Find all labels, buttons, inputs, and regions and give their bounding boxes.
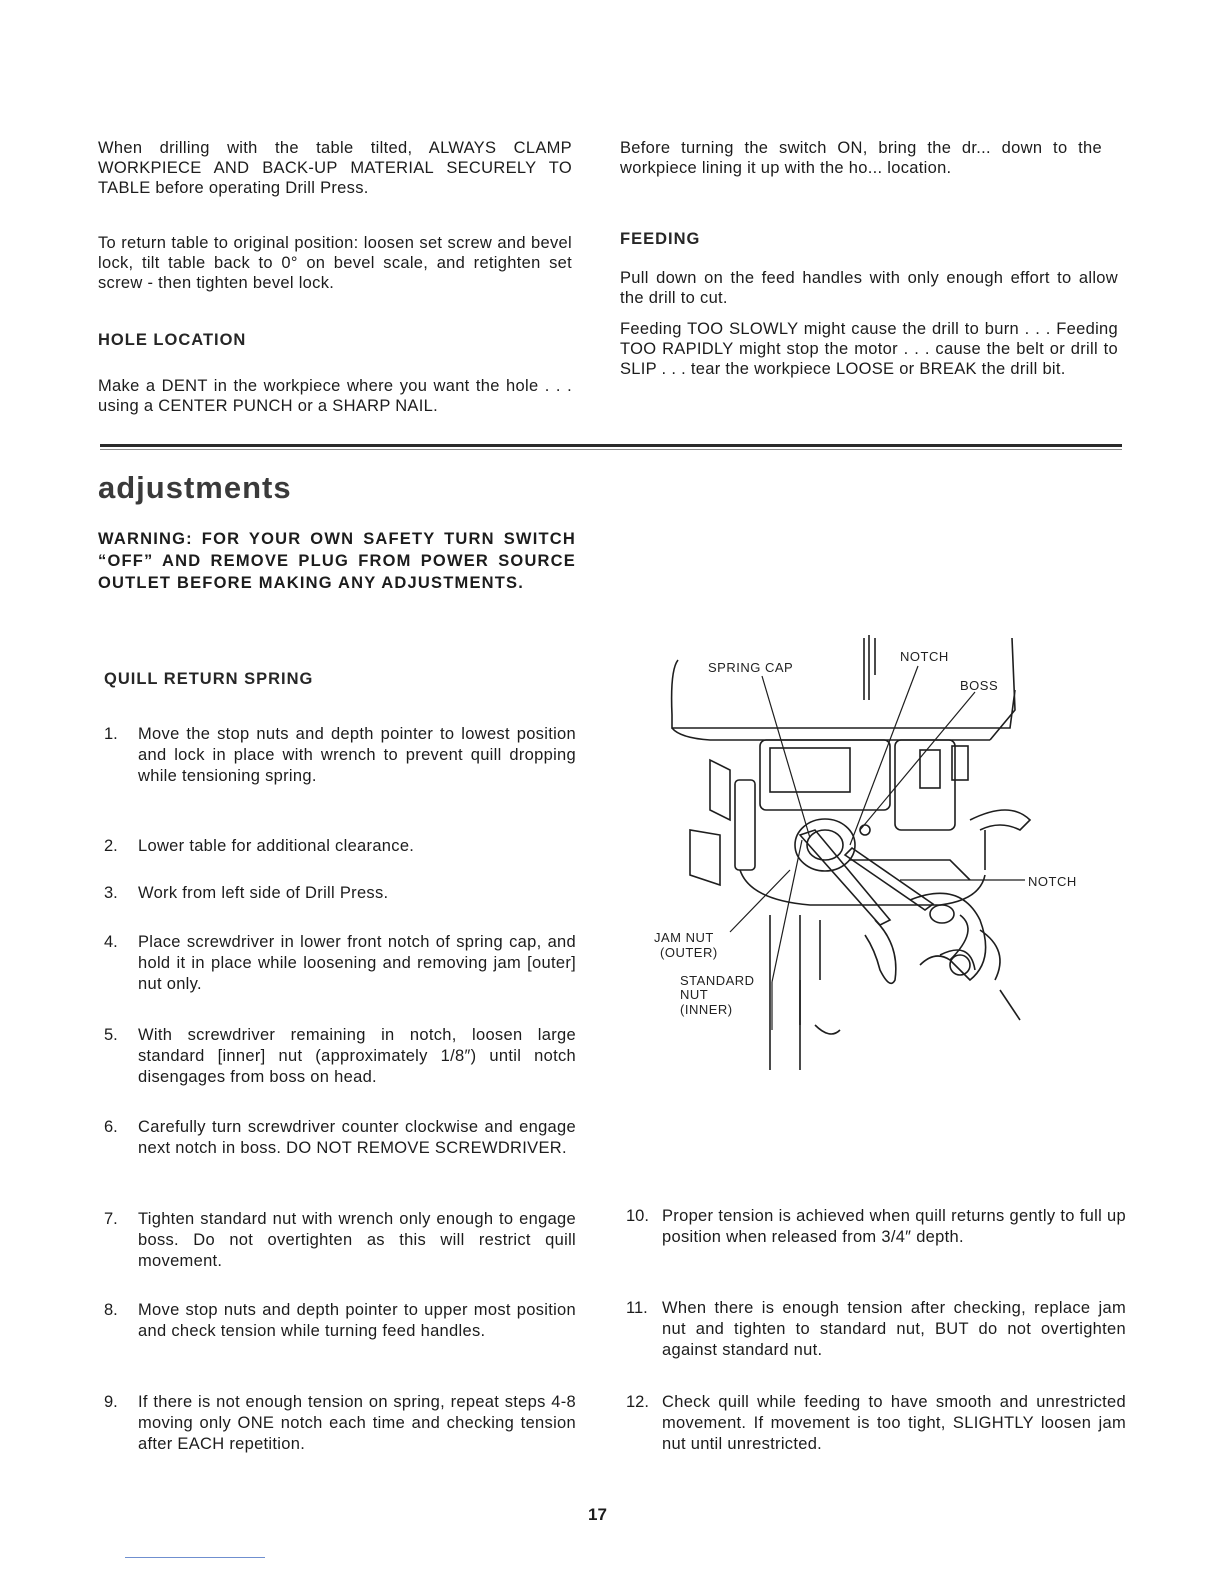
- step-number: 6.: [104, 1118, 118, 1136]
- drill-press-head-drawing: [650, 630, 1120, 1080]
- step-text: Proper tension is achieved when quill returns gently to full up position when released from 3/4″ depth.: [662, 1207, 1126, 1246]
- switch-on-paragraph: Before turning the switch ON, bring the dr... down to the workpiece lining it up with the ho... location.: [620, 139, 1102, 177]
- step-number: 11.: [626, 1299, 648, 1317]
- step-text: Place screwdriver in lower front notch of spring cap, and hold it in place while loosening and removing jam [outer] nut only.: [138, 933, 576, 993]
- step-text: When there is enough tension after checking, replace jam nut and tighten to standard nut, BUT do not overtighten against standard nut.: [662, 1299, 1126, 1359]
- step-number: 10.: [626, 1207, 649, 1225]
- quill-spring-illustration: [650, 630, 1120, 1080]
- step-number: 3.: [104, 884, 118, 902]
- step-text: Move the stop nuts and depth pointer to lowest position and lock in place with wrench to prevent quill dropping while tensioning spring.: [138, 725, 576, 785]
- return-table-paragraph: To return table to original position: loosen set screw and bevel lock, tilt table back to 0° on bevel scale, and retighten set screw - then tighten bevel lock.: [98, 234, 572, 292]
- jam-nut-label: JAM NUT: [654, 930, 714, 945]
- feeding-heading: FEEDING: [620, 230, 701, 248]
- step-number: 4.: [104, 933, 118, 951]
- section-divider-shadow: [100, 449, 1122, 450]
- jam-nut-outer-label: (OUTER): [660, 945, 718, 960]
- step-number: 8.: [104, 1301, 118, 1319]
- hole-location-heading: HOLE LOCATION: [98, 331, 247, 349]
- step-text: Move stop nuts and depth pointer to upper most position and check tension while turning feed handles.: [138, 1301, 576, 1340]
- notch-right-label: NOTCH: [1028, 874, 1077, 889]
- step-text: Work from left side of Drill Press.: [138, 884, 389, 902]
- step-number: 12.: [626, 1393, 649, 1411]
- page-number: 17: [588, 1505, 607, 1524]
- step-text: Carefully turn screwdriver counter clockwise and engage next notch in boss. DO NOT REMOVE SCREWDRIVER.: [138, 1118, 576, 1157]
- step-number: 9.: [104, 1393, 118, 1411]
- feed-handles-paragraph: Pull down on the feed handles with only enough effort to allow the drill to cut.: [620, 269, 1118, 307]
- step-text: If there is not enough tension on spring, repeat steps 4-8 moving only ONE notch each time and checking tension after EACH repetition.: [138, 1393, 576, 1453]
- feeding-speed-paragraph: Feeding TOO SLOWLY might cause the drill to burn . . . Feeding TOO RAPIDLY might stop the motor . . . cause the belt or drill to SLIP . . . tear the workpiece LOOSE or BREAK the drill bit.: [620, 320, 1118, 378]
- safety-warning: WARNING: FOR YOUR OWN SAFETY TURN SWITCH “OFF” AND REMOVE PLUG FROM POWER SOURCE OUTLET BEFORE MAKING ANY ADJUSTMENTS.: [98, 530, 576, 592]
- step-number: 7.: [104, 1210, 118, 1228]
- hole-location-paragraph: Make a DENT in the workpiece where you want the hole . . . using a CENTER PUNCH or a SHARP NAIL.: [98, 377, 572, 415]
- standard-nut-label: STANDARD: [680, 973, 755, 988]
- step-text: Lower table for additional clearance.: [138, 837, 415, 855]
- tilted-table-paragraph: When drilling with the table tilted, ALWAYS CLAMP WORKPIECE AND BACK-UP MATERIAL SECURELY TO TABLE before operating Drill Press.: [98, 139, 572, 197]
- section-divider: [100, 444, 1122, 447]
- section-title: adjustments: [98, 470, 292, 505]
- quill-return-spring-heading: QUILL RETURN SPRING: [104, 670, 314, 688]
- notch-top-label: NOTCH: [900, 649, 949, 664]
- spring-cap-label: SPRING CAP: [708, 660, 794, 675]
- footer-line: [125, 1557, 265, 1558]
- step-number: 2.: [104, 837, 118, 855]
- step-text: Check quill while feeding to have smooth and unrestricted movement. If movement is too tight, SLIGHTLY loosen jam nut until unrestricted.: [662, 1393, 1126, 1453]
- step-number: 1.: [104, 725, 118, 743]
- step-text: Tighten standard nut with wrench only enough to engage boss. Do not overtighten as this will restrict quill movement.: [138, 1210, 576, 1270]
- step-number: 5.: [104, 1026, 118, 1044]
- standard-nut-word-label: NUT: [680, 987, 709, 1002]
- boss-label: BOSS: [960, 678, 999, 693]
- step-text: With screwdriver remaining in notch, loosen large standard [inner] nut (approximately 1/8″) until notch disengages from boss on head.: [138, 1026, 576, 1086]
- standard-nut-inner-label: (INNER): [680, 1002, 733, 1017]
